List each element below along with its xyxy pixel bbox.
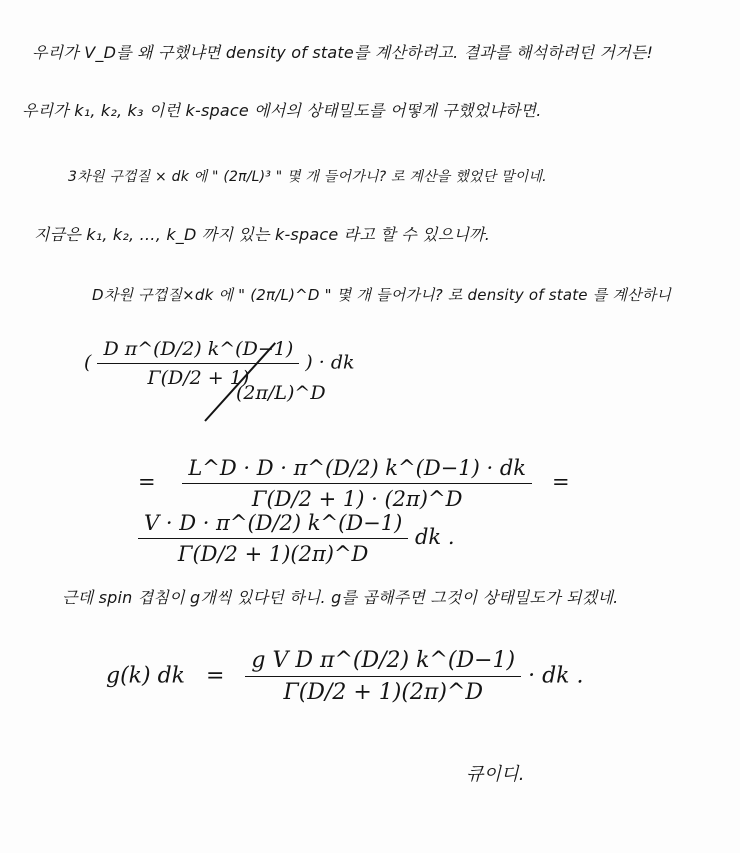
- fraction-numerator: g V D π^(D/2) k^(D−1): [245, 648, 521, 677]
- equation-step-2: [138, 456, 740, 566]
- equation-final: [106, 648, 584, 705]
- signature: 큐이디.: [466, 764, 525, 785]
- fraction-denominator: Γ(D/2 + 1): [147, 367, 250, 389]
- equation-step-1-divisor: (2π/L)^D: [236, 382, 326, 404]
- fraction-numerator: D π^(D/2) k^(D−1): [97, 338, 299, 364]
- note-line-6: 근데 spin 겹침이 g개씩 있다던 하니. g를 곱해주면 그것이 상태밀도가 되겠네.: [62, 588, 619, 607]
- note-line-4: 지금은 k₁, k₂, …, k_D 까지 있는 k-space 라고 할 수 있으니까.: [34, 225, 491, 244]
- equals-sign: =: [138, 470, 156, 494]
- fraction-denominator: Γ(D/2 + 1) · (2π)^D: [251, 487, 463, 511]
- dk-tail: dk .: [414, 525, 455, 549]
- close-paren-dk: ) · dk: [305, 351, 355, 374]
- open-paren: (: [84, 351, 92, 374]
- note-line-1: 우리가 V_D를 왜 구했냐면 density of state를 계산하려고. 결과를 해석하려던 거거든!: [32, 43, 654, 62]
- equals-sign: =: [205, 663, 225, 689]
- note-line-3: 3차원 구껍질 × dk 에 " (2π/L)³ " 몇 개 들어가니? 로 계산을 했었단 말이네.: [68, 169, 547, 185]
- dk-tail: · dk .: [528, 663, 584, 689]
- fraction-density-of-states: [245, 648, 521, 705]
- note-line-2: 우리가 k₁, k₂, k₃ 이런 k-space 에서의 상태밀도를 어떻게 구했었냐하면.: [22, 101, 542, 120]
- fraction-rhs: [138, 511, 408, 566]
- fraction-denominator: Γ(D/2 + 1)(2π)^D: [177, 542, 369, 566]
- final-lhs: g(k) dk: [106, 663, 185, 689]
- note-line-5: D차원 구껍질×dk 에 " (2π/L)^D " 몇 개 들어가니? 로 density of state 를 계산하니: [92, 286, 672, 304]
- equals-sign: =: [552, 470, 570, 494]
- fraction-lhs: [182, 456, 532, 511]
- fraction-numerator: V · D · π^(D/2) k^(D−1): [138, 511, 408, 539]
- fraction-numerator: L^D · D · π^(D/2) k^(D−1) · dk: [182, 456, 532, 484]
- fraction-denominator: Γ(D/2 + 1)(2π)^D: [283, 680, 484, 705]
